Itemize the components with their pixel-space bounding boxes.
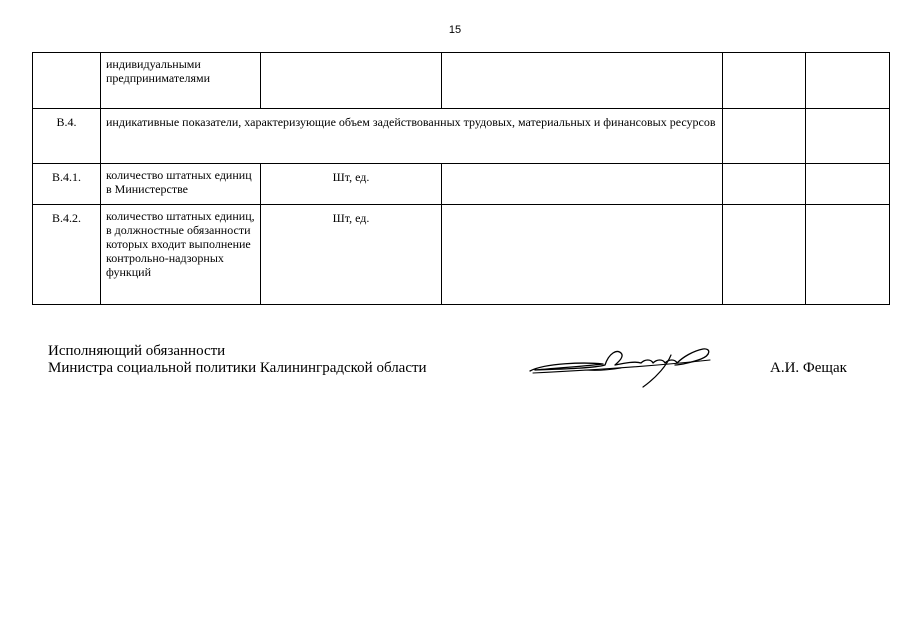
position-line-1: Исполняющий обязанности [48, 343, 226, 359]
indicators-table [32, 52, 890, 305]
indicator-text: количество штатных единиц в Министерстве [106, 168, 252, 196]
handwritten-signature [525, 343, 720, 393]
indicator-group-text: индикативные показатели, характеризующие объем задействованных трудовых, материальных и финансовых ресурсов [106, 115, 716, 129]
unit-cell [261, 53, 441, 59]
indicator-text: индивидуальными предпринимателями [106, 57, 211, 85]
row-number: В.4.2. [51, 211, 81, 225]
unit-cell: Шт, ед. [332, 170, 370, 184]
position-line-2: Министра социальной политики Калининградской области [48, 360, 427, 376]
indicator-text: количество штатных единиц, в должностные обязанности которых входит выполнение контрольно-надзорных функций [106, 209, 255, 279]
table-row [33, 53, 890, 109]
page-number: 15 [448, 24, 462, 36]
table-row [33, 109, 890, 164]
table-row [33, 164, 890, 205]
row-number: В.4.1. [51, 170, 81, 184]
row-number: В.4. [56, 115, 77, 129]
unit-cell: Шт, ед. [332, 211, 370, 225]
row-number [33, 53, 100, 59]
signer-name: А.И. Фещак [770, 360, 847, 376]
table-row [33, 205, 890, 305]
signatory-position [48, 343, 427, 377]
